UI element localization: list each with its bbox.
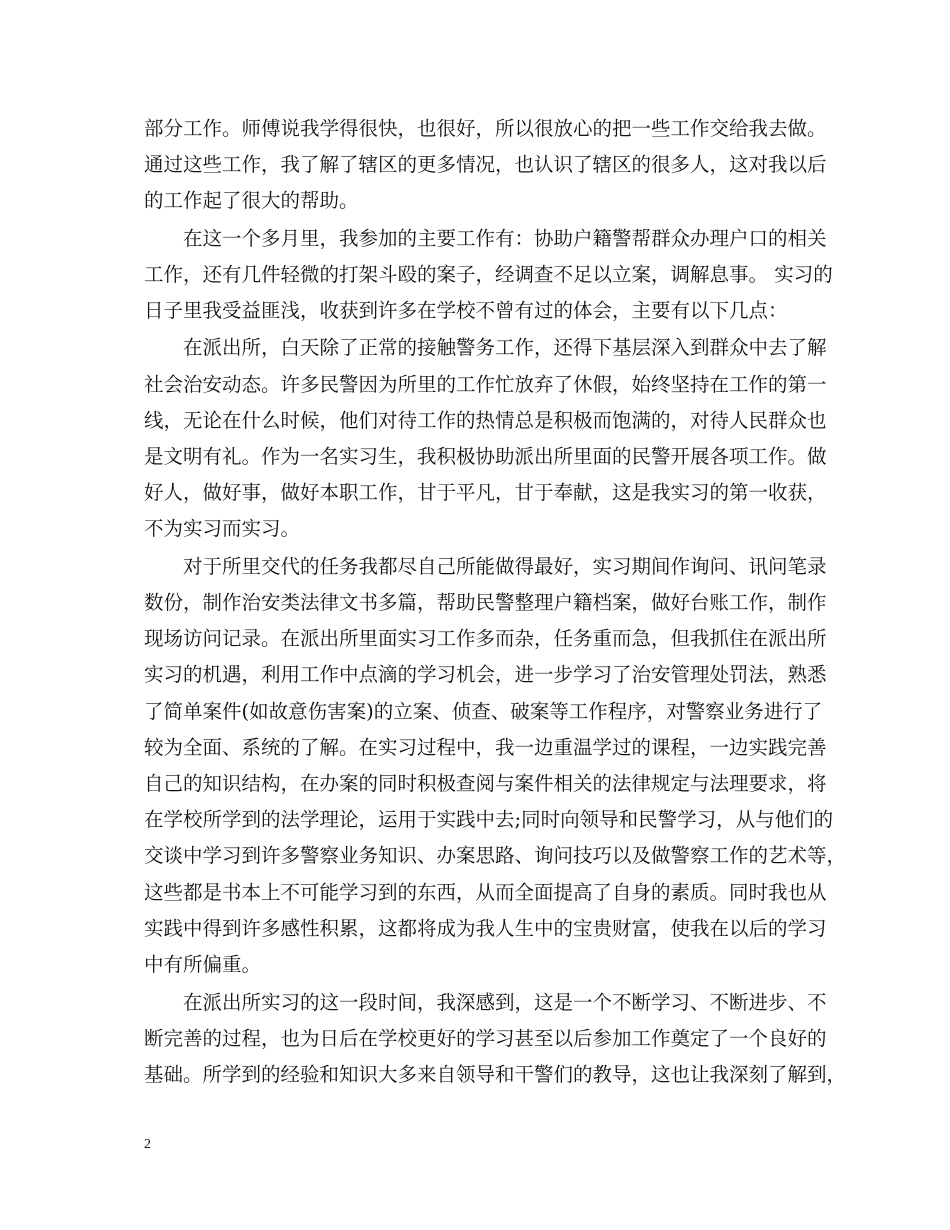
text-line: 较为全面、系统的了解。在实习过程中，我一边重温学过的课程，一边实践完善 bbox=[144, 736, 827, 759]
text-line: 线，无论在什么时候，他们对待工作的热情总是积极而饱满的，对待人民群众也 bbox=[144, 409, 827, 432]
text-line: 是文明有礼。作为一名实习生，我积极协助派出所里面的民警开展各项工作。做 bbox=[144, 445, 827, 468]
text-line: 社会治安动态。许多民警因为所里的工作忙放弃了休假，始终坚持在工作的第一 bbox=[144, 373, 827, 396]
paragraph-first-line: 在派出所，白天除了正常的接触警务工作，还得下基层深入到群众中去了解 bbox=[183, 336, 827, 359]
text-line: 数份，制作治安类法律文书多篇，帮助民警整理户籍档案，做好台账工作，制作 bbox=[144, 591, 827, 614]
text-line: 交谈中学习到许多警察业务知识、办案思路、询问技巧以及做警察工作的艺术等， bbox=[144, 844, 847, 867]
text-line: 日子里我受益匪浅，收获到许多在学校不曾有过的体会，主要有以下几点： bbox=[144, 299, 788, 322]
text-line: 工作，还有几件轻微的打架斗殴的案子，经调查不足以立案，调解息事。 实习的 bbox=[144, 263, 833, 286]
paragraph-first-line: 对于所里交代的任务我都尽自己所能做得最好，实习期间作询问、讯问笔录 bbox=[183, 555, 827, 578]
text-line: 这些都是书本上不可能学习到的东西，从而全面提高了自身的素质。同时我也从 bbox=[144, 881, 827, 904]
text-line: 断完善的过程，也为日后在学校更好的学习甚至以后参加工作奠定了一个良好的 bbox=[144, 1027, 827, 1050]
text-line: 了简单案件(如故意伤害案)的立案、侦查、破案等工作程序，对警察业务进行了 bbox=[144, 700, 823, 723]
text-line: 实践中得到许多感性积累，这都将成为我人生中的宝贵财富，使我在以后的学习 bbox=[144, 917, 827, 940]
text-line: 部分工作。师傅说我学得很快，也很好，所以很放心的把一些工作交给我去做。 bbox=[144, 117, 827, 140]
text-line: 自己的知识结构，在办案的同时积极查阅与案件相关的法律规定与法理要求，将 bbox=[144, 772, 827, 795]
page-number: 2 bbox=[144, 1137, 151, 1152]
text-line: 在学校所学到的法学理论，运用于实践中去;同时向领导和民警学习，从与他们的 bbox=[144, 808, 834, 831]
text-line: 现场访问记录。在派出所里面实习工作多而杂，任务重而急，但我抓住在派出所 bbox=[144, 627, 827, 650]
text-line: 通过这些工作，我了解了辖区的更多情况，也认识了辖区的很多人，这对我以后 bbox=[144, 153, 827, 176]
text-line: 基础。所学到的经验和知识大多来自领导和干警们的教导，这也让我深刻了解到， bbox=[144, 1063, 847, 1086]
text-line: 不为实习而实习。 bbox=[144, 517, 301, 540]
paragraph-first-line: 在这一个多月里，我参加的主要工作有：协助户籍警帮群众办理户口的相关 bbox=[183, 227, 827, 250]
text-line: 的工作起了很大的帮助。 bbox=[144, 189, 359, 212]
paragraph-first-line: 在派出所实习的这一段时间，我深感到，这是一个不断学习、不断进步、不 bbox=[183, 991, 827, 1014]
text-line: 中有所偏重。 bbox=[144, 953, 262, 976]
text-line: 实习的机遇，利用工作中点滴的学习机会，进一步学习了治安管理处罚法，熟悉 bbox=[144, 663, 827, 686]
text-line: 好人，做好事，做好本职工作，甘于平凡，甘于奉献，这是我实习的第一收获， bbox=[144, 481, 827, 504]
